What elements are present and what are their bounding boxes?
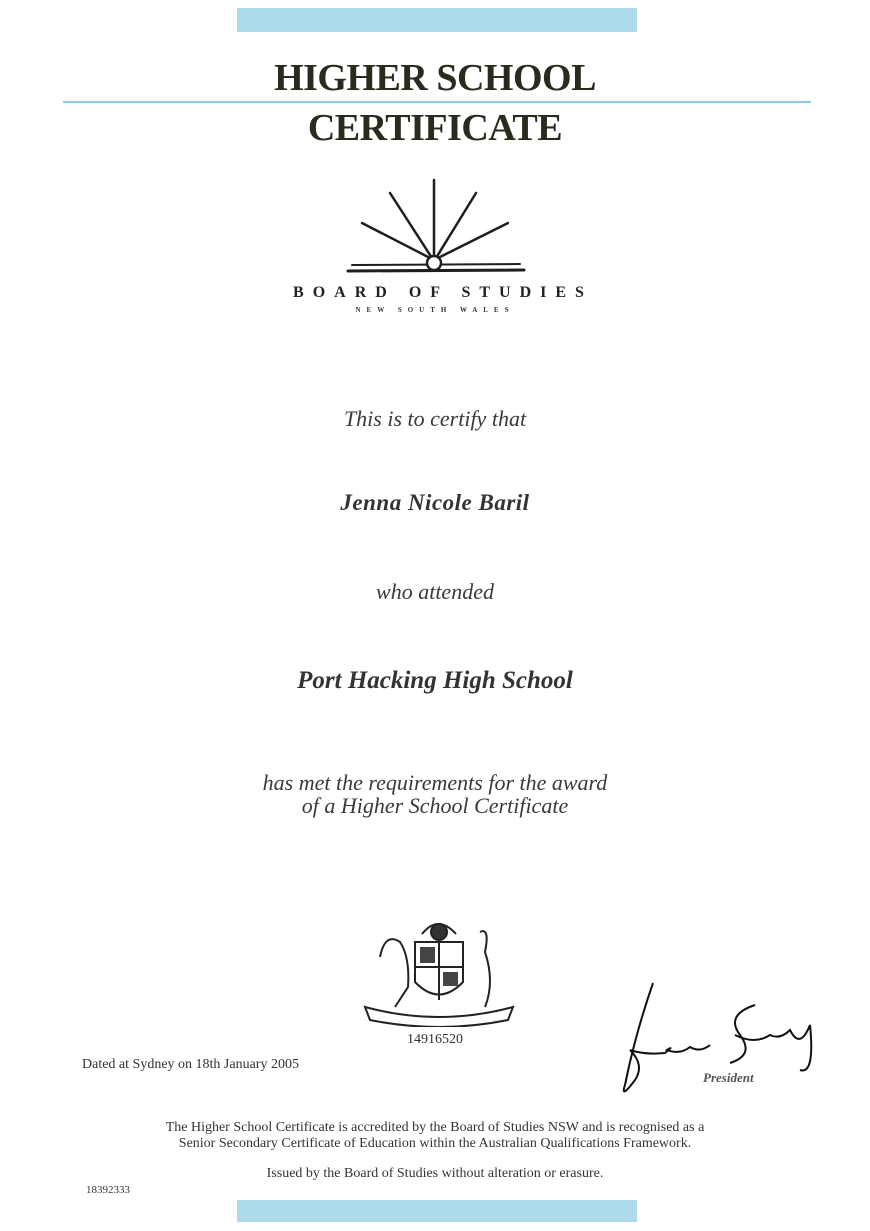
top-color-bar [237, 8, 637, 32]
logo-org-name: BOARD OF STUDIES [293, 284, 593, 301]
attended-text: who attended [376, 579, 494, 604]
dated-text: Dated at Sydney on 18th January 2005 [82, 1057, 299, 1072]
accreditation-line-1: The Higher School Certificate is accredited by the Board of Studies NSW and is recognised as a [165, 1120, 705, 1135]
signatory-title: President [703, 1070, 754, 1085]
nsw-coat-of-arms-icon [360, 912, 518, 1027]
issued-statement: Issued by the Board of Studies without alteration or erasure. [266, 1166, 604, 1181]
title-rule [63, 101, 811, 103]
school-name: Port Hacking High School [297, 667, 573, 694]
logo-org-region: NEW SOUTH WALES [355, 306, 515, 314]
award-line-2: of a Higher School Certificate [301, 793, 569, 818]
certify-intro: This is to certify that [343, 406, 527, 431]
bottom-color-bar [237, 1200, 637, 1222]
certificate-number: 14916520 [407, 1032, 463, 1047]
award-line-1: has met the requirements for the award [262, 770, 608, 795]
certificate-title-line2: CERTIFICATE [307, 107, 563, 149]
accreditation-line-2: Senior Secondary Certificate of Education within the Australian Qualifications Framework. [178, 1136, 692, 1151]
board-of-studies-logo-icon [340, 175, 530, 275]
serial-number: 18392333 [86, 1184, 130, 1196]
student-name: Jenna Nicole Baril [340, 490, 530, 515]
certificate-title-line1: HIGHER SCHOOL [274, 57, 596, 99]
